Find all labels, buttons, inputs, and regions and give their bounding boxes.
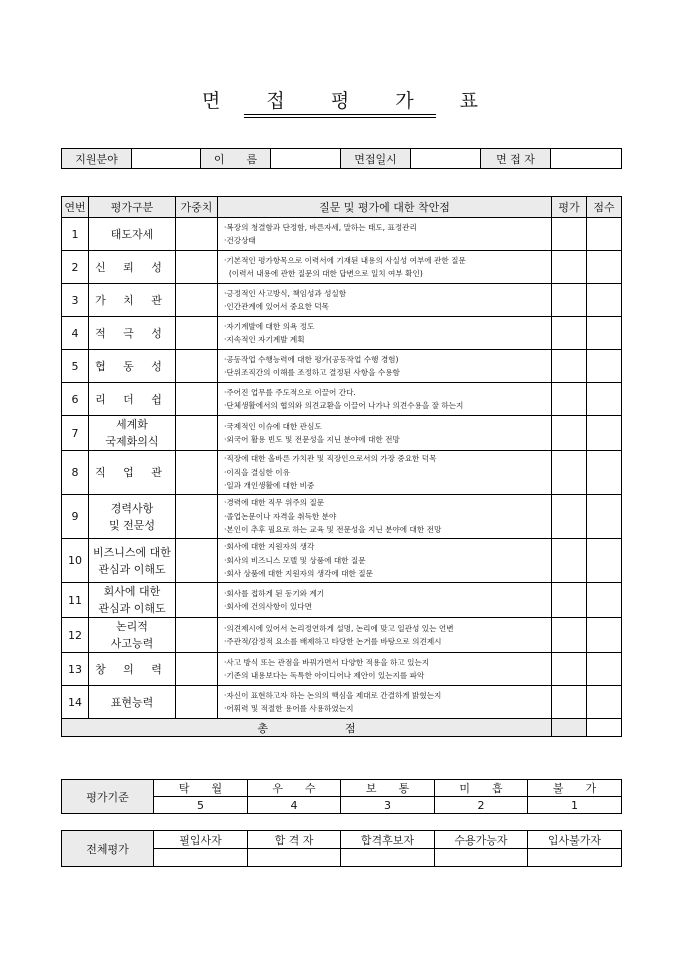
question-line: ·단위조직간의 이해를 조정하고 결정된 사항을 수용함 [224, 368, 400, 377]
table-row [62, 539, 622, 583]
row-score[interactable] [587, 653, 622, 686]
field-value[interactable] [132, 149, 201, 169]
row-score[interactable] [587, 284, 622, 317]
overall-checkbox[interactable] [341, 849, 435, 867]
row-rating[interactable] [552, 653, 587, 686]
row-score[interactable] [587, 218, 622, 251]
row-questions [218, 218, 552, 251]
category-line: 사고능력 [110, 637, 154, 650]
overall-table [61, 830, 622, 867]
interviewer-label: 면 접 자 [481, 149, 551, 169]
criteria-score: 3 [341, 797, 435, 814]
row-questions [218, 251, 552, 284]
row-number: 14 [62, 686, 89, 719]
row-number: 3 [62, 284, 89, 317]
row-category [89, 251, 176, 284]
question-line: ·건강상태 [224, 236, 256, 245]
row-number: 6 [62, 383, 89, 416]
row-rating[interactable] [552, 583, 587, 618]
row-questions [218, 583, 552, 618]
category-line: 비즈니스에 대한 [93, 545, 171, 559]
question-line: ·회사의 비즈니스 모델 및 상품에 대한 질문 [224, 555, 366, 565]
row-weight[interactable] [176, 383, 218, 416]
table-row [62, 451, 622, 495]
row-weight[interactable] [176, 350, 218, 383]
row-number: 12 [62, 618, 89, 653]
criteria-score: 1 [528, 797, 622, 814]
row-category [89, 653, 176, 686]
criteria-score: 2 [435, 797, 528, 814]
question-line: ·기본적인 평가항목으로 이력서에 기재된 내용의 사실성 여부에 관한 질문 [224, 255, 466, 265]
row-score[interactable] [587, 618, 622, 653]
row-category [89, 416, 176, 451]
overall-option: 필입사자 [154, 831, 248, 849]
question-line: ·복장의 청결함과 단정함, 바른자세, 말하는 태도, 표정관리 [224, 222, 417, 232]
row-rating[interactable] [552, 218, 587, 251]
row-rating[interactable] [552, 495, 587, 539]
row-number: 9 [62, 495, 89, 539]
category-line: 신 뢰 성 [95, 260, 169, 274]
question-line: ·경력에 대한 직무 위주의 질문 [224, 498, 325, 508]
row-weight[interactable] [176, 218, 218, 251]
row-category [89, 451, 176, 495]
criteria-level: 보 통 [341, 780, 435, 797]
header-weight: 가중치 [176, 197, 218, 218]
category-line: 리 더 쉽 [95, 392, 169, 406]
table-row [62, 218, 622, 251]
category-line: 세계화 [116, 418, 148, 431]
row-score[interactable] [587, 350, 622, 383]
row-questions [218, 383, 552, 416]
row-rating[interactable] [552, 618, 587, 653]
row-number: 4 [62, 317, 89, 350]
question-line: ·직장에 대한 올바른 가치관 및 직장인으로서의 가장 중요한 덕목 [224, 454, 437, 464]
overall-checkbox[interactable] [154, 849, 248, 867]
table-row [62, 653, 622, 686]
evaluation-table [61, 196, 622, 737]
question-line: ·사고 방식 또는 관점을 바꿔가면서 다양한 적용을 하고 있는지 [224, 657, 430, 667]
question-line: ·일과 개인생활에 대한 비중 [224, 481, 315, 491]
row-weight[interactable] [176, 451, 218, 495]
header-category: 평가구분 [89, 197, 176, 218]
category-line: 관심과 이해도 [98, 602, 166, 615]
date-value[interactable] [411, 149, 481, 169]
question-line: ·본인이 추후 필요로 하는 교육 및 전문성을 지닌 분야에 대한 전망 [224, 525, 442, 535]
table-row [62, 495, 622, 539]
date-label: 면접일시 [341, 149, 411, 169]
row-score[interactable] [587, 686, 622, 719]
row-number: 10 [62, 539, 89, 583]
row-questions [218, 284, 552, 317]
overall-checkbox[interactable] [435, 849, 528, 867]
category-line: 직 업 관 [95, 466, 169, 479]
row-category [89, 284, 176, 317]
row-questions [218, 495, 552, 539]
row-questions [218, 653, 552, 686]
criteria-level: 우 수 [248, 780, 341, 797]
question-line: ·자기계발에 대한 의욕 정도 [224, 321, 315, 331]
overall-option: 합 격 자 [248, 831, 341, 849]
row-weight[interactable] [176, 251, 218, 284]
category-line: 국제화의식 [105, 435, 159, 448]
question-line: ·주관적/감정적 요소를 배제하고 타당한 논거를 바탕으로 의견제시 [224, 637, 442, 646]
category-line: 태도자세 [110, 227, 154, 241]
question-line: ·자신이 표현하고자 하는 논의의 핵심을 제대로 간결하게 밝혔는지 [224, 690, 442, 700]
table-row [62, 383, 622, 416]
table-row [62, 251, 622, 284]
criteria-level: 불 가 [528, 780, 622, 797]
table-row [62, 284, 622, 317]
question-line: ·이직을 결심한 이유 [224, 467, 290, 477]
row-category [89, 383, 176, 416]
question-line: ·외국어 활용 빈도 및 전문성을 지닌 분야에 대한 전망 [224, 435, 400, 444]
question-line: ·공동작업 수행능력에 대한 평가(공동작업 수행 경험) [224, 354, 399, 364]
title-underline [244, 114, 436, 115]
question-line: ·기존의 내용보다는 독특한 아이디어나 제안이 있는지를 파악 [224, 671, 425, 680]
row-number: 7 [62, 416, 89, 451]
table-row [62, 686, 622, 719]
row-weight[interactable] [176, 416, 218, 451]
criteria-level: 탁 월 [154, 780, 248, 797]
row-weight[interactable] [176, 653, 218, 686]
row-category [89, 618, 176, 653]
row-questions [218, 686, 552, 719]
overall-label: 전체평가 [62, 831, 154, 867]
row-number: 11 [62, 583, 89, 618]
overall-option: 수용가능자 [435, 831, 528, 849]
overall-checkbox[interactable] [248, 849, 341, 867]
question-line: ·의견제시에 있어서 논리정연하게 설명, 논리에 맞고 일관성 있는 언변 [224, 623, 454, 633]
total-score[interactable] [587, 719, 622, 737]
table-row [62, 583, 622, 618]
row-category [89, 583, 176, 618]
question-line: ·국제적인 이슈에 대한 관심도 [224, 421, 322, 431]
row-category [89, 218, 176, 251]
row-rating[interactable] [552, 284, 587, 317]
question-line: ·회사 상품에 대한 지원자의 생각에 대한 질문 [224, 569, 373, 579]
row-score[interactable] [587, 416, 622, 451]
row-weight[interactable] [176, 284, 218, 317]
row-number: 13 [62, 653, 89, 686]
question-line: ·회사를 접하게 된 동기와 계기 [224, 588, 325, 598]
row-questions [218, 317, 552, 350]
row-number: 1 [62, 218, 89, 251]
overall-option: 합격후보자 [341, 831, 435, 849]
row-weight[interactable] [176, 618, 218, 653]
category-line: 회사에 대한 [103, 585, 161, 598]
table-row [62, 317, 622, 350]
row-score[interactable] [587, 451, 622, 495]
row-score[interactable] [587, 583, 622, 618]
row-weight[interactable] [176, 317, 218, 350]
row-category [89, 539, 176, 583]
row-questions [218, 539, 552, 583]
table-row [62, 416, 622, 451]
row-score[interactable] [587, 495, 622, 539]
category-line: 창 의 력 [95, 662, 169, 676]
row-category [89, 350, 176, 383]
question-line: ·주어진 업무를 주도적으로 이끌어 간다. [224, 387, 356, 397]
row-rating[interactable] [552, 686, 587, 719]
question-line: ·회사에 건의사항이 있다면 [224, 602, 312, 611]
criteria-score: 5 [154, 797, 248, 814]
overall-option: 입사불가자 [528, 831, 622, 849]
row-score[interactable] [587, 539, 622, 583]
name-label: 이 름 [201, 149, 271, 169]
row-questions [218, 416, 552, 451]
row-rating[interactable] [552, 451, 587, 495]
row-weight[interactable] [176, 539, 218, 583]
row-category [89, 495, 176, 539]
category-line: 관심과 이해도 [98, 562, 166, 576]
question-line: ·졸업논문이나 자격을 취득한 분야 [224, 511, 337, 521]
criteria-score: 4 [248, 797, 341, 814]
row-score[interactable] [587, 383, 622, 416]
category-line: 경력사항 [110, 501, 154, 515]
row-weight[interactable] [176, 495, 218, 539]
row-rating[interactable] [552, 251, 587, 284]
row-questions [218, 451, 552, 495]
row-score[interactable] [587, 317, 622, 350]
row-rating[interactable] [552, 416, 587, 451]
question-line: (이력서 내용에 관한 질문의 대한 답변으로 일치 여부 확인) [224, 269, 423, 278]
question-line: ·긍정적인 사고방식, 책임성과 성실함 [224, 288, 347, 298]
evaluation-rows [62, 218, 622, 719]
row-rating[interactable] [552, 317, 587, 350]
row-category [89, 317, 176, 350]
category-line: 가 치 관 [95, 293, 169, 307]
category-line: 및 전문성 [108, 518, 155, 532]
total-label: 총 점 [62, 719, 552, 737]
field-label: 지원분야 [62, 149, 132, 169]
question-line: ·지속적인 자기계발 계획 [224, 335, 305, 344]
row-rating[interactable] [552, 350, 587, 383]
row-rating[interactable] [552, 383, 587, 416]
question-line: ·인간관계에 있어서 중요한 덕목 [224, 302, 330, 311]
row-number: 8 [62, 451, 89, 495]
header-rating: 평가 [552, 197, 587, 218]
category-line: 표현능력 [110, 695, 154, 709]
title-double-underline [244, 117, 436, 118]
question-line: ·어휘력 및 적절한 용어를 사용하였는지 [224, 704, 354, 713]
category-line: 논리적 [116, 620, 148, 633]
row-rating[interactable] [552, 539, 587, 583]
header-question: 질문 및 평가에 대한 착안점 [218, 197, 552, 218]
category-line: 협 동 성 [95, 359, 169, 373]
row-number: 2 [62, 251, 89, 284]
row-weight[interactable] [176, 583, 218, 618]
criteria-label: 평가기준 [62, 780, 154, 814]
page-title: 면 접 평 가 표 [202, 90, 498, 112]
question-line: ·회사에 대한 지원자의 생각 [224, 542, 315, 552]
row-questions [218, 618, 552, 653]
criteria-table [61, 779, 622, 814]
row-number: 5 [62, 350, 89, 383]
total-rating[interactable] [552, 719, 587, 737]
row-weight[interactable] [176, 686, 218, 719]
table-row [62, 350, 622, 383]
row-score[interactable] [587, 251, 622, 284]
applicant-info-table [61, 148, 622, 169]
header-score: 점수 [587, 197, 622, 218]
header-no: 연번 [62, 197, 89, 218]
row-questions [218, 350, 552, 383]
question-line: ·단체생활에서의 협의와 의견교환을 이끌어 나가나 의견수용을 잘 하는지 [224, 401, 464, 410]
criteria-level: 미 흡 [435, 780, 528, 797]
overall-checkbox[interactable] [528, 849, 622, 867]
category-line: 적 극 성 [95, 326, 169, 340]
table-row [62, 618, 622, 653]
name-value[interactable] [271, 149, 341, 169]
interviewer-value[interactable] [551, 149, 622, 169]
row-category [89, 686, 176, 719]
